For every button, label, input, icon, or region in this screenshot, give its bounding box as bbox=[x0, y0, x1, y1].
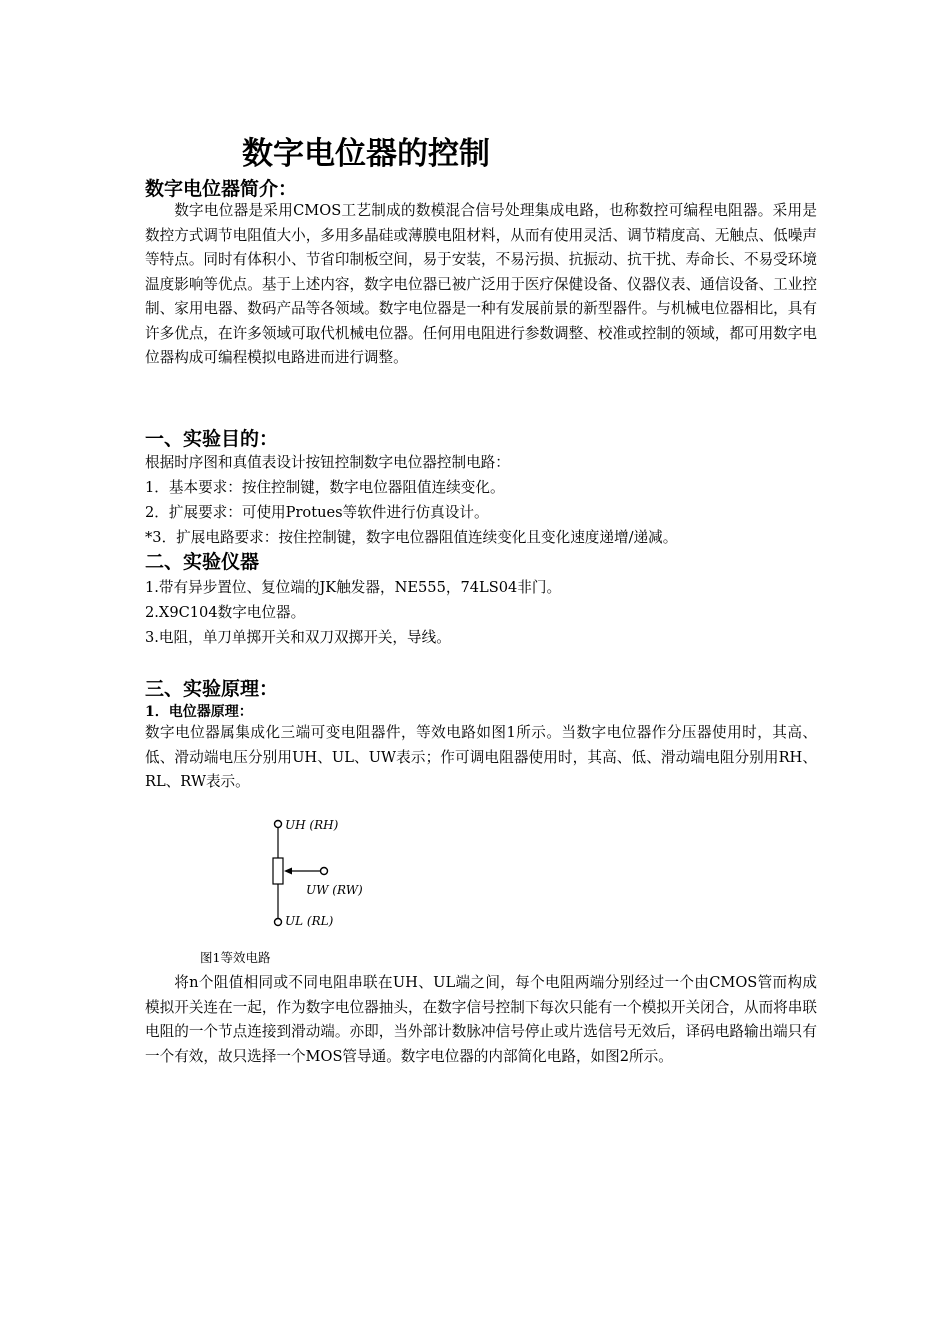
section1-lead: 根据时序图和真值表设计按钮控制数字电位器控制电路： bbox=[145, 454, 510, 471]
document-title: 数字电位器的控制 bbox=[242, 136, 490, 172]
section1-item-1: 1．基本要求：按住控制键，数字电位器阻值连续变化。 bbox=[145, 479, 505, 496]
intro-heading: 数字电位器简介： bbox=[145, 178, 298, 200]
label-wiper: UW (RW) bbox=[306, 883, 363, 897]
figure-caption: 图1等效电路 bbox=[200, 950, 271, 965]
section2-item-3: 3.电阻，单刀单掷开关和双刀双掷开关，导线。 bbox=[145, 629, 451, 646]
section3-heading: 三、实验原理： bbox=[145, 678, 279, 700]
section1-item-3: *3．扩展电路要求：按住控制键，数字电位器阻值连续变化且变化速度递增/递减。 bbox=[145, 529, 678, 546]
terminal-bottom bbox=[275, 919, 282, 926]
section2-item-2: 2.X9C104数字电位器。 bbox=[145, 604, 306, 621]
label-bottom: UL (RL) bbox=[285, 914, 334, 928]
equivalent-circuit-figure bbox=[260, 812, 380, 932]
section3-paragraph-2: 将n个阻值相同或不同电阻串联在UH、UL端之间，每个电阻两端分别经过一个由CMOS管而构成模拟开关连在一起，作为数字电位器抽头，在数字信号控制下每次只能有一个模拟开关闭合，从而将串联电阻的一个节点连接到滑动端。亦即，当外部计数脉冲信号停止或片选信号无效后，译码电路输出端只有一个有效，故只选择一个MOS管导通。数字电位器的内部简化电路，如图2所示。 bbox=[145, 974, 817, 1065]
resistor-icon bbox=[273, 858, 283, 884]
label-top: UH (RH) bbox=[285, 818, 339, 832]
section1-item-2: 2．扩展要求：可使用Protues等软件进行仿真设计。 bbox=[145, 504, 489, 521]
section1-heading: 一、实验目的： bbox=[145, 428, 279, 450]
section2-item-1: 1.带有异步置位、复位端的JK触发器，NE555，74LS04非门。 bbox=[145, 579, 562, 596]
terminal-wiper bbox=[321, 868, 328, 875]
wiper-arrow-icon bbox=[284, 868, 292, 875]
section2-heading: 二、实验仪器 bbox=[145, 551, 260, 573]
section3-paragraph-1: 数字电位器属集成化三端可变电阻器件，等效电路如图1所示。当数字电位器作分压器使用时，其高、低、滑动端电压分别用UH、UL、UW表示；作可调电阻器使用时，其高、低、滑动端电阻分别用RH、RL、RW表示。 bbox=[145, 724, 817, 790]
section3-subheading: 1．电位器原理： bbox=[145, 704, 253, 720]
terminal-top bbox=[275, 821, 282, 828]
intro-paragraph: 数字电位器是采用CMOS工艺制成的数模混合信号处理集成电路，也称数控可编程电阻器。采用是数控方式调节电阻值大小，多用多晶硅或薄膜电阻材料，从而有使用灵活、调节精度高、无触点、低噪声等特点。同时有体积小、节省印制板空间，易于安装，不易污损、抗振动、抗干扰、寿命长、不易受环境温度影响等优点。基于上述内容，数字电位器已被广泛用于医疗保健设备、仪器仪表、通信设备、工业控制、家用电器、数码产品等各领域。数字电位器是一种有发展前景的新型器件。与机械电位器相比，具有许多优点，在许多领域可取代机械电位器。任何用电阻进行参数调整、校准或控制的领域，都可用数字电位器构成可编程模拟电路进而进行调整。 bbox=[145, 202, 817, 366]
